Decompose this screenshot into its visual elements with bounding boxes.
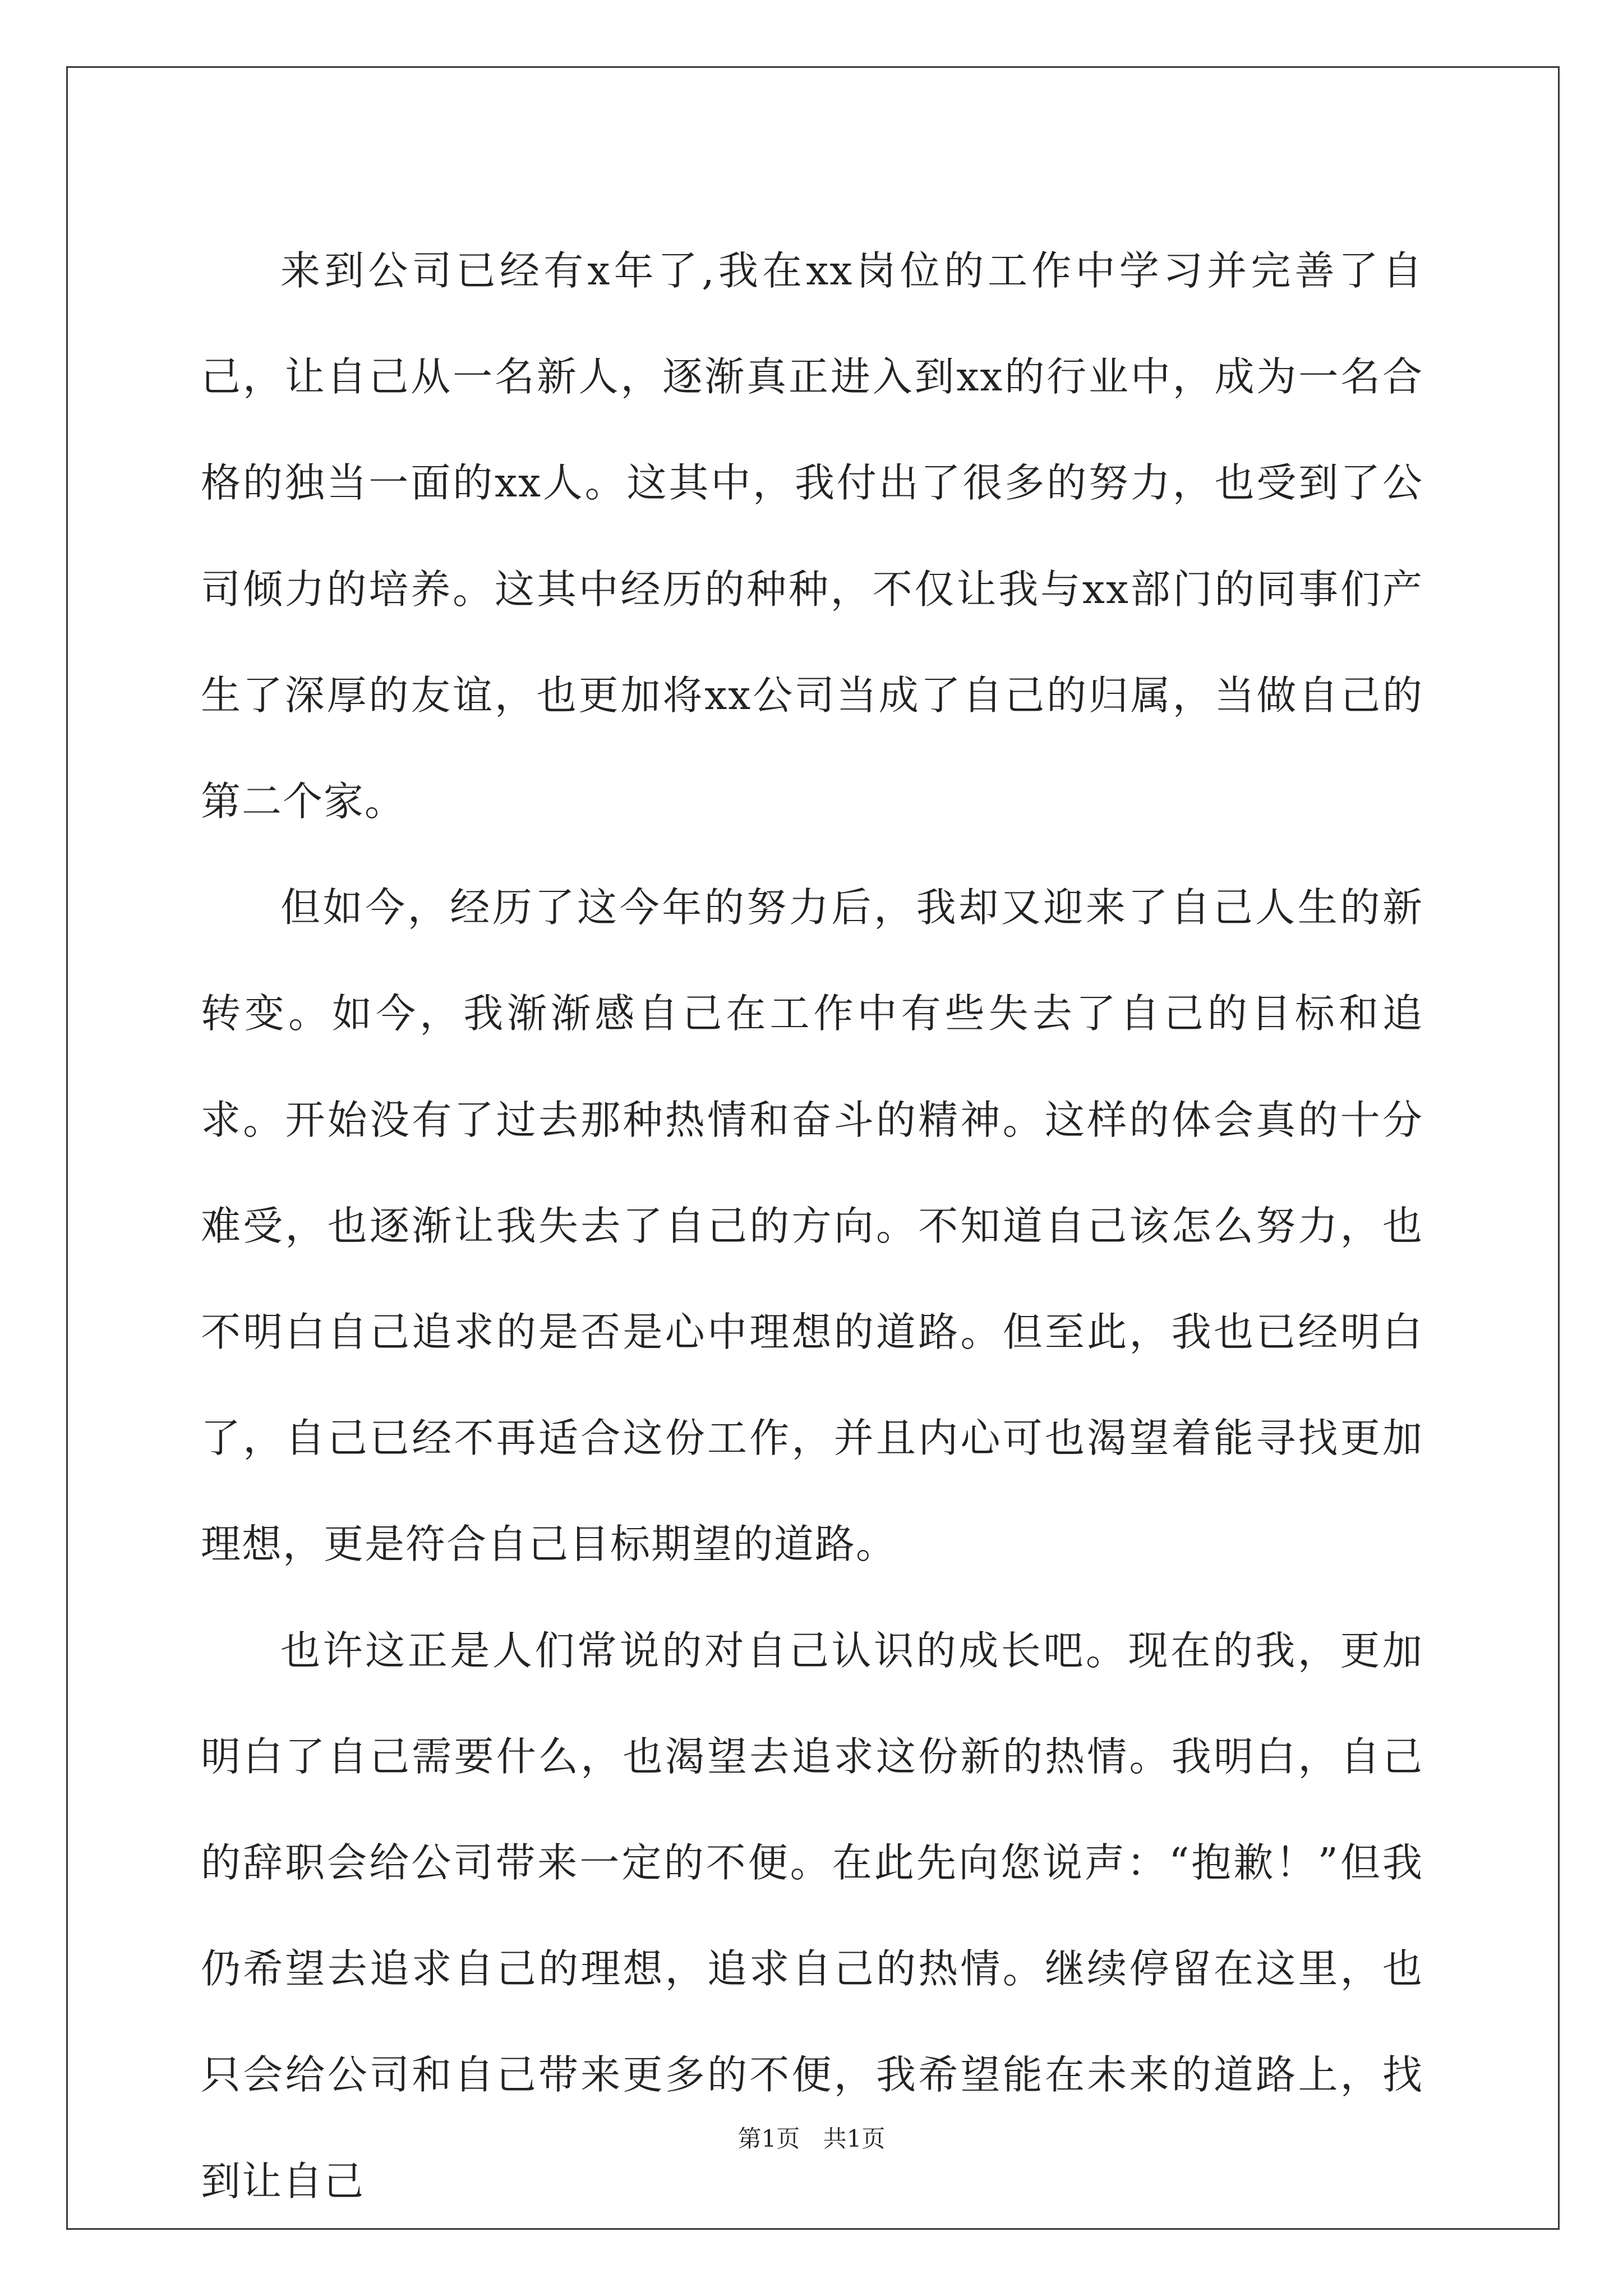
page-total: 共1页 [823,2125,886,2152]
page-number: 第1页 [737,2125,800,2152]
document-body [201,218,1423,2234]
page-footer [0,2120,1623,2154]
paragraph-3: 也许这正是人们常说的对自己认识的成长吧。现在的我，更加明白了自己需要什么，也渴望去追求这份新的热情。我明白，自己的辞职会给公司带来一定的不便。在此先向您说声：“抱歉！”但我仍希望去追求自己的理想，追求自己的热情。继续停留在这里，也只会给公司和自己带来更多的不便，我希望能在未来的道路上，找到让自己 [201,1627,1423,2205]
paragraph-2: 但如今，经历了这今年的努力后，我却又迎来了自己人生的新转变。如今，我渐渐感自己在工作中有些失去了自己的目标和追求。开始没有了过去那种热情和奋斗的精神。这样的体会真的十分难受，也逐渐让我失去了自己的方向。不知道自己该怎么努力，也不明白自己追求的是否是心中理想的道路。但至此，我也已经明白了，自己已经不再适合这份工作，并且内心可也渴望着能寻找更加理想，更是符合自己目标期望的道路。 [201,884,1423,1568]
paragraph-1: 来到公司已经有x年了,我在xx岗位的工作中学习并完善了自己，让自己从一名新人，逐渐真正进入到xx的行业中，成为一名合格的独当一面的xx人。这其中，我付出了很多的努力，也受到了公司倾力的培养。这其中经历的种种，不仅让我与xx部门的同事们产生了深厚的友谊，也更加将xx公司当成了自己的归属，当做自己的第二个家。 [201,247,1423,825]
